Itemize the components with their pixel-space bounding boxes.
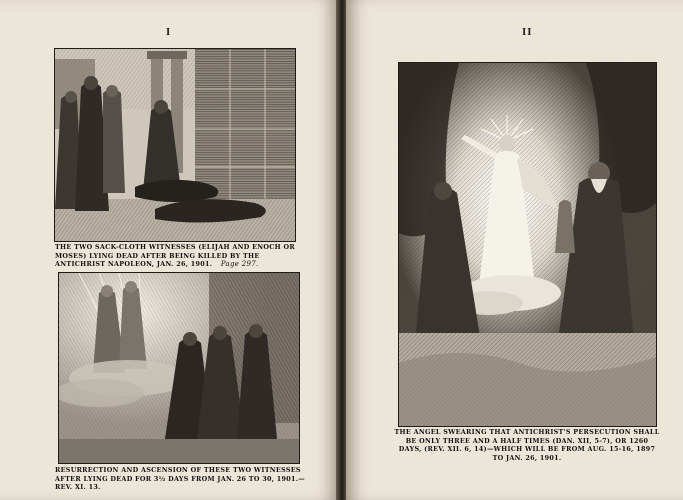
plate-dead-witnesses xyxy=(54,48,296,242)
right-page xyxy=(346,0,683,500)
page-number-right: II xyxy=(522,28,533,38)
caption-text-top: THE TWO SACK-CLOTH WITNESSES (ELIJAH AND ENOCH OR MOSES) LYING DEAD AFTER BEING KILLED BY THE ANTICHRIST NAPOLEON, JAN. 26, 1901. xyxy=(55,243,296,269)
caption-resurrection: RESURRECTION AND ASCENSION OF THESE TWO WITNESSES AFTER LYING DEAD FOR 3½ DAYS FROM JAN. 26 TO 30, 1901.—REV. XI. 13. xyxy=(55,466,306,492)
engraving-resurrection xyxy=(59,273,299,463)
page-reference: Page 297. xyxy=(220,260,259,269)
caption-angel-swearing: THE ANGEL SWEARING THAT ANTICHRIST'S PERSECUTION SHALL BE ONLY THREE AND A HALF TIMES (DAN. XII, 5-7), OR 1260 DAYS, (REV. XII. 6, 14)—WHICH WILL BE FROM AUG. 15-16, 1897 TO JAN. 26, 1901. xyxy=(394,428,660,462)
plate-resurrection xyxy=(58,272,300,464)
engraving-dead-witnesses xyxy=(55,49,295,241)
caption-dead-witnesses xyxy=(55,243,297,269)
left-page xyxy=(0,0,338,500)
plate-angel-swearing xyxy=(398,62,657,427)
engraving-angel-swearing xyxy=(399,63,656,426)
page-number-left: I xyxy=(166,28,172,38)
